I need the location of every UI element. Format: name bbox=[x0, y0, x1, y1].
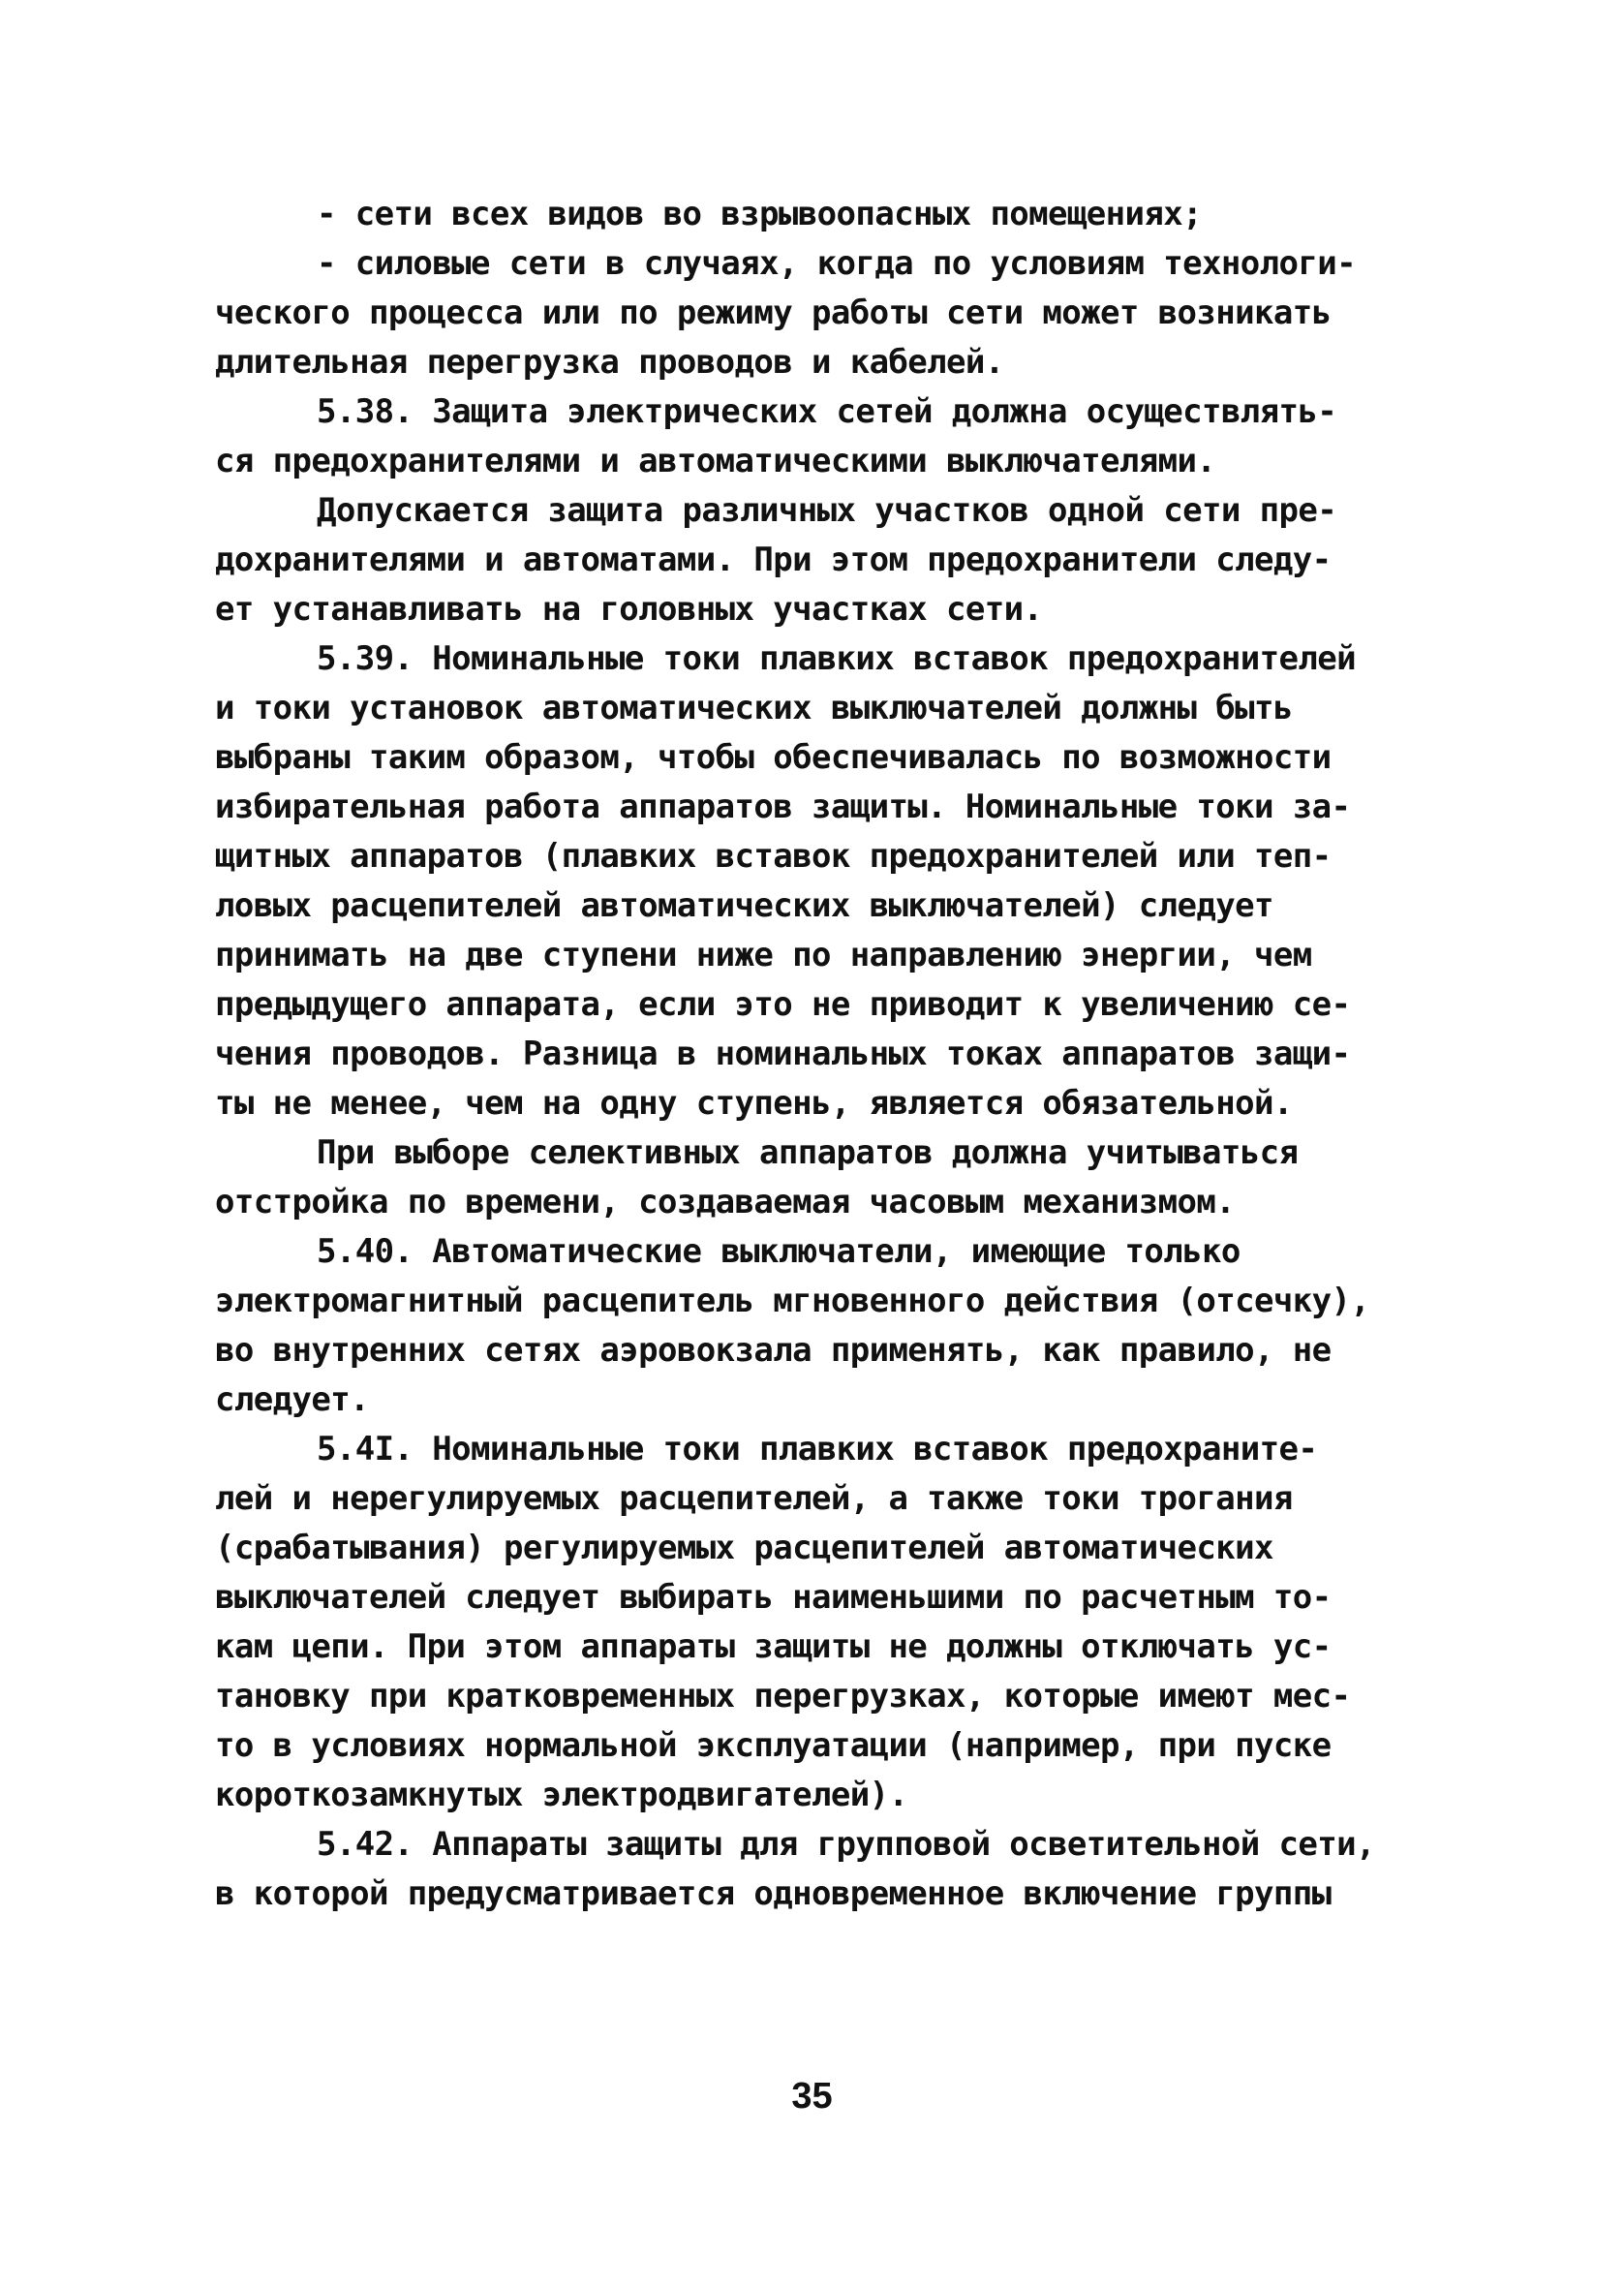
text-line: 5.40. Автоматические выключатели, имеющие только bbox=[317, 1232, 1241, 1271]
text-line: ческого процесса или по режиму работы сети может возникать bbox=[215, 294, 1332, 332]
text-line: - силовые сети в случаях, когда по условиям технологи- bbox=[317, 244, 1356, 283]
body-text bbox=[215, 190, 1435, 1919]
text-line: лей и нерегулируемых расцепителей, а также токи трогания bbox=[215, 1479, 1293, 1518]
text-line: - сети всех видов во взрывоопасных помещениях; bbox=[317, 195, 1203, 233]
text-line: ловых расцепителей автоматических выключателей) следует bbox=[215, 886, 1273, 925]
text-line: во внутренних сетях аэровокзала применять, как правило, не bbox=[215, 1331, 1332, 1370]
text-line: 5.39. Номинальные токи плавких вставок предохранителей bbox=[317, 639, 1356, 678]
text-line: 5.4I. Номинальные токи плавких вставок предохраните- bbox=[317, 1430, 1318, 1469]
text-line: тановку при кратковременных перегрузках, которые имеют мес- bbox=[215, 1677, 1351, 1716]
text-line: ет устанавливать на головных участках сети. bbox=[215, 590, 1043, 629]
text-line: (срабатывания) регулируемых расцепителей автоматических bbox=[215, 1529, 1273, 1567]
text-line: принимать на две ступени ниже по направлению энергии, чем bbox=[215, 936, 1312, 974]
text-line: 5.42. Аппараты защиты для групповой осветительной сети, bbox=[317, 1825, 1375, 1864]
text-line: кам цепи. При этом аппараты защиты не должны отключать ус- bbox=[215, 1627, 1332, 1666]
text-line: дохранителями и автоматами. При этом предохранители следу- bbox=[215, 541, 1332, 579]
text-line: При выборе селективных аппаратов должна учитываться bbox=[317, 1133, 1299, 1172]
text-line: то в условиях нормальной эксплуатации (например, при пуске bbox=[215, 1726, 1332, 1765]
text-line: выключателей следует выбирать наименьшими по расчетным то- bbox=[215, 1578, 1332, 1617]
text-line: в которой предусматривается одновременное включение группы bbox=[215, 1874, 1332, 1913]
text-line: щитных аппаратов (плавких вставок предохранителей или теп- bbox=[215, 837, 1332, 876]
text-line: ся предохранителями и автоматическими выключателями. bbox=[215, 442, 1216, 480]
text-line: электромагнитный расцепитель мгновенного действия (отсечку), bbox=[215, 1282, 1370, 1320]
text-line: чения проводов. Разница в номинальных токах аппаратов защи- bbox=[215, 1035, 1351, 1073]
text-line: следует. bbox=[215, 1380, 369, 1419]
text-line: и токи установок автоматических выключателей должны быть bbox=[215, 689, 1293, 727]
text-line: 5.38. Защита электрических сетей должна осуществлять- bbox=[317, 392, 1337, 431]
text-line: избирательная работа аппаратов защиты. Номинальные токи за- bbox=[215, 788, 1351, 826]
text-line: выбраны таким образом, чтобы обеспечивалась по возможности bbox=[215, 738, 1332, 777]
text-line: Допускается защита различных участков одной сети пре- bbox=[317, 491, 1337, 530]
text-line: предыдущего аппарата, если это не приводит к увеличению се- bbox=[215, 985, 1351, 1024]
page-number: 35 bbox=[791, 2076, 833, 2117]
text-line: ты не менее, чем на одну ступень, является обязательной. bbox=[215, 1084, 1293, 1123]
text-line: длительная перегрузка проводов и кабелей. bbox=[215, 343, 1004, 382]
text-line: отстройка по времени, создаваемая часовым механизмом. bbox=[215, 1183, 1236, 1221]
text-line: короткозамкнутых электродвигателей). bbox=[215, 1776, 908, 1814]
